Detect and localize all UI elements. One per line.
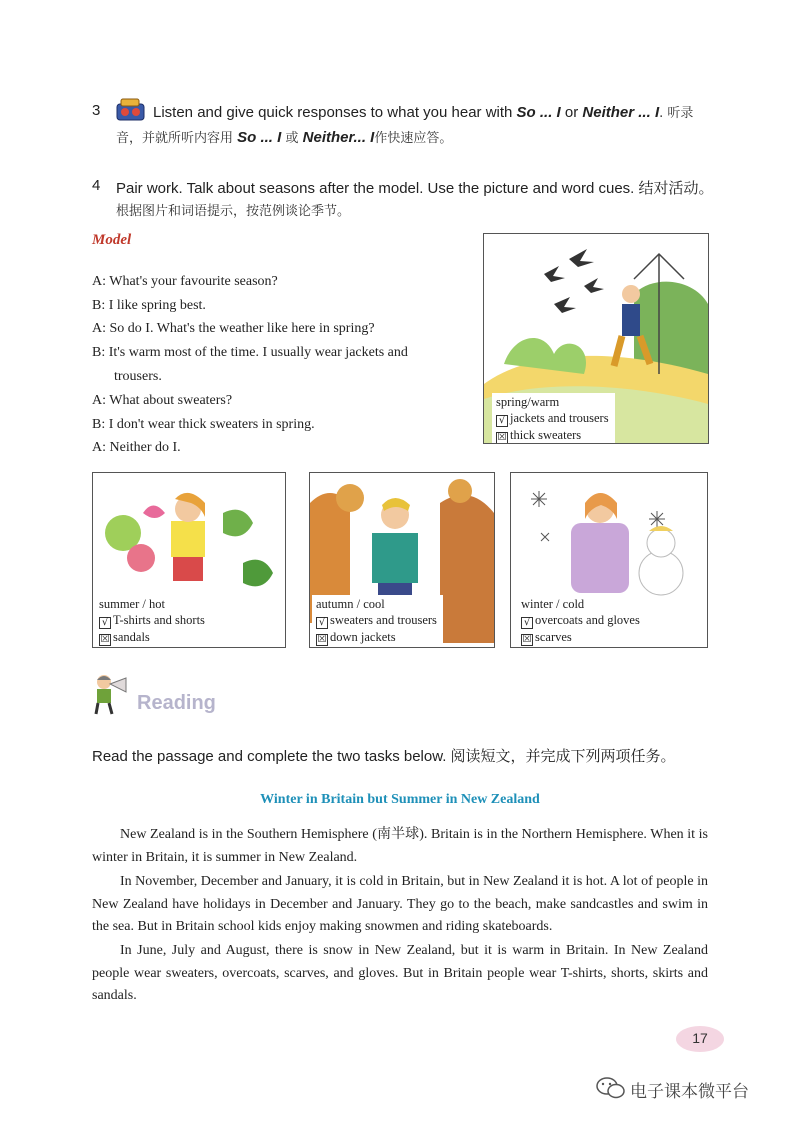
summer-caption: [95, 595, 211, 648]
wechat-icon: [596, 1076, 626, 1100]
passage-title: Winter in Britain but Summer in New Zealand: [260, 792, 540, 807]
check-icon: √: [496, 415, 508, 427]
chinese-text: 作快速应答。: [374, 131, 453, 146]
summer-picture: [92, 472, 286, 648]
passage-paragraph: New Zealand is in the Southern Hemisphere (南半球). Britain is in the Northern Hemisphere. When it is winter in Britain, it is summer in New Zealand.: [92, 827, 708, 865]
winter-caption: [517, 595, 646, 648]
wear-yes: sweaters and trousers: [330, 613, 437, 627]
wear-yes: jackets and trousers: [510, 411, 609, 425]
or-word: or: [564, 104, 583, 121]
season-label: summer / hot: [99, 597, 165, 611]
model-title: Model: [92, 232, 132, 248]
wear-item: [496, 410, 609, 427]
dialogue-line: A: What's your favourite season?: [92, 274, 278, 289]
spring-caption: [492, 393, 615, 444]
passage-paragraph: In June, July and August, there is snow in New Zealand, but it is warm in Britain. In New Zealand people wear sweaters, overcoats, scarves, and gloves. But in Britain people wear T-shirts, shorts, skirts and sandals.: [92, 943, 708, 1003]
reading-figure-icon: [90, 672, 132, 716]
dialogue-line: A: So do I. What's the weather like here in spring?: [92, 321, 375, 336]
wear-item: [316, 629, 437, 646]
reading-instruction: Read the passage and complete the two tasks below. 阅读短文，并完成下列两项任务。: [92, 748, 676, 765]
exercise-3-text: Listen and give quick responses to what you hear with: [153, 104, 517, 121]
dialogue-line: B: I like spring best.: [92, 298, 206, 313]
wear-item: [316, 612, 437, 629]
season-label: winter / cold: [521, 597, 585, 611]
check-icon: √: [521, 617, 533, 629]
chinese-text: 音，并就所听内容用: [116, 131, 238, 146]
wear-no: scarves: [535, 630, 572, 644]
cassette-recorder-icon: [116, 98, 146, 122]
winter-picture: [510, 472, 708, 648]
spring-picture: [483, 233, 709, 444]
wear-item: [521, 629, 640, 646]
exercise-4-line-1: Pair work. Talk about seasons after the model. Use the picture and word cues. 结对活动。: [116, 180, 714, 197]
neither-phrase: Neither ... I: [582, 104, 660, 121]
autumn-caption: [312, 595, 443, 648]
exercise-3-line-2: [116, 127, 452, 146]
so-phrase: So ... I: [237, 129, 282, 146]
exercise-3-number: 3: [92, 102, 101, 119]
wear-yes: T-shirts and shorts: [113, 613, 205, 627]
season-label: autumn / cool: [316, 597, 385, 611]
wear-item: [496, 427, 609, 444]
dialogue-line: A: What about sweaters?: [92, 393, 233, 408]
exercise-3-line-1: [153, 102, 693, 121]
wear-item: [521, 612, 640, 629]
passage-paragraph: In November, December and January, it is cold in Britain, but in New Zealand it is hot. A lot of people in New Zealand have holidays in December and January. They go to the beach, make sandcastles and swim in the sea. But in Britain school kids enjoy making snowmen and riding skateboards.: [92, 874, 708, 934]
season-label: spring/warm: [496, 395, 560, 409]
check-icon: √: [99, 617, 111, 629]
exercise-4-line-2: 根据图片和词语提示，按范例谈论季节。: [116, 204, 351, 219]
dialogue-line: B: I don't wear thick sweaters in spring.: [92, 417, 315, 432]
wear-no: thick sweaters: [510, 428, 582, 442]
page-number: 17: [692, 1030, 708, 1046]
dialogue-line: trousers.: [114, 369, 162, 384]
autumn-picture: [309, 472, 495, 648]
cross-icon: ☒: [100, 634, 110, 645]
chinese-text: . 听录: [659, 106, 694, 121]
neither-phrase: Neither... I: [302, 129, 375, 146]
wear-no: down jackets: [330, 630, 396, 644]
cross-icon: ☒: [317, 634, 327, 645]
exercise-4-number: 4: [92, 177, 101, 194]
wear-yes: overcoats and gloves: [535, 613, 640, 627]
so-phrase: So ... I: [516, 104, 561, 121]
reading-heading: Reading: [137, 692, 216, 714]
check-icon: √: [316, 617, 328, 629]
cross-icon: ☒: [522, 634, 532, 645]
dialogue-line: B: It's warm most of the time. I usually wear jackets and: [92, 345, 408, 360]
watermark-text: 电子课本微平台: [630, 1082, 749, 1102]
dialogue-line: A: Neither do I.: [92, 440, 181, 455]
wear-item: [99, 612, 205, 629]
chinese-text: 或: [285, 131, 303, 146]
wear-item: [99, 629, 205, 646]
cross-icon: ☒: [497, 432, 507, 443]
wear-no: sandals: [113, 630, 150, 644]
